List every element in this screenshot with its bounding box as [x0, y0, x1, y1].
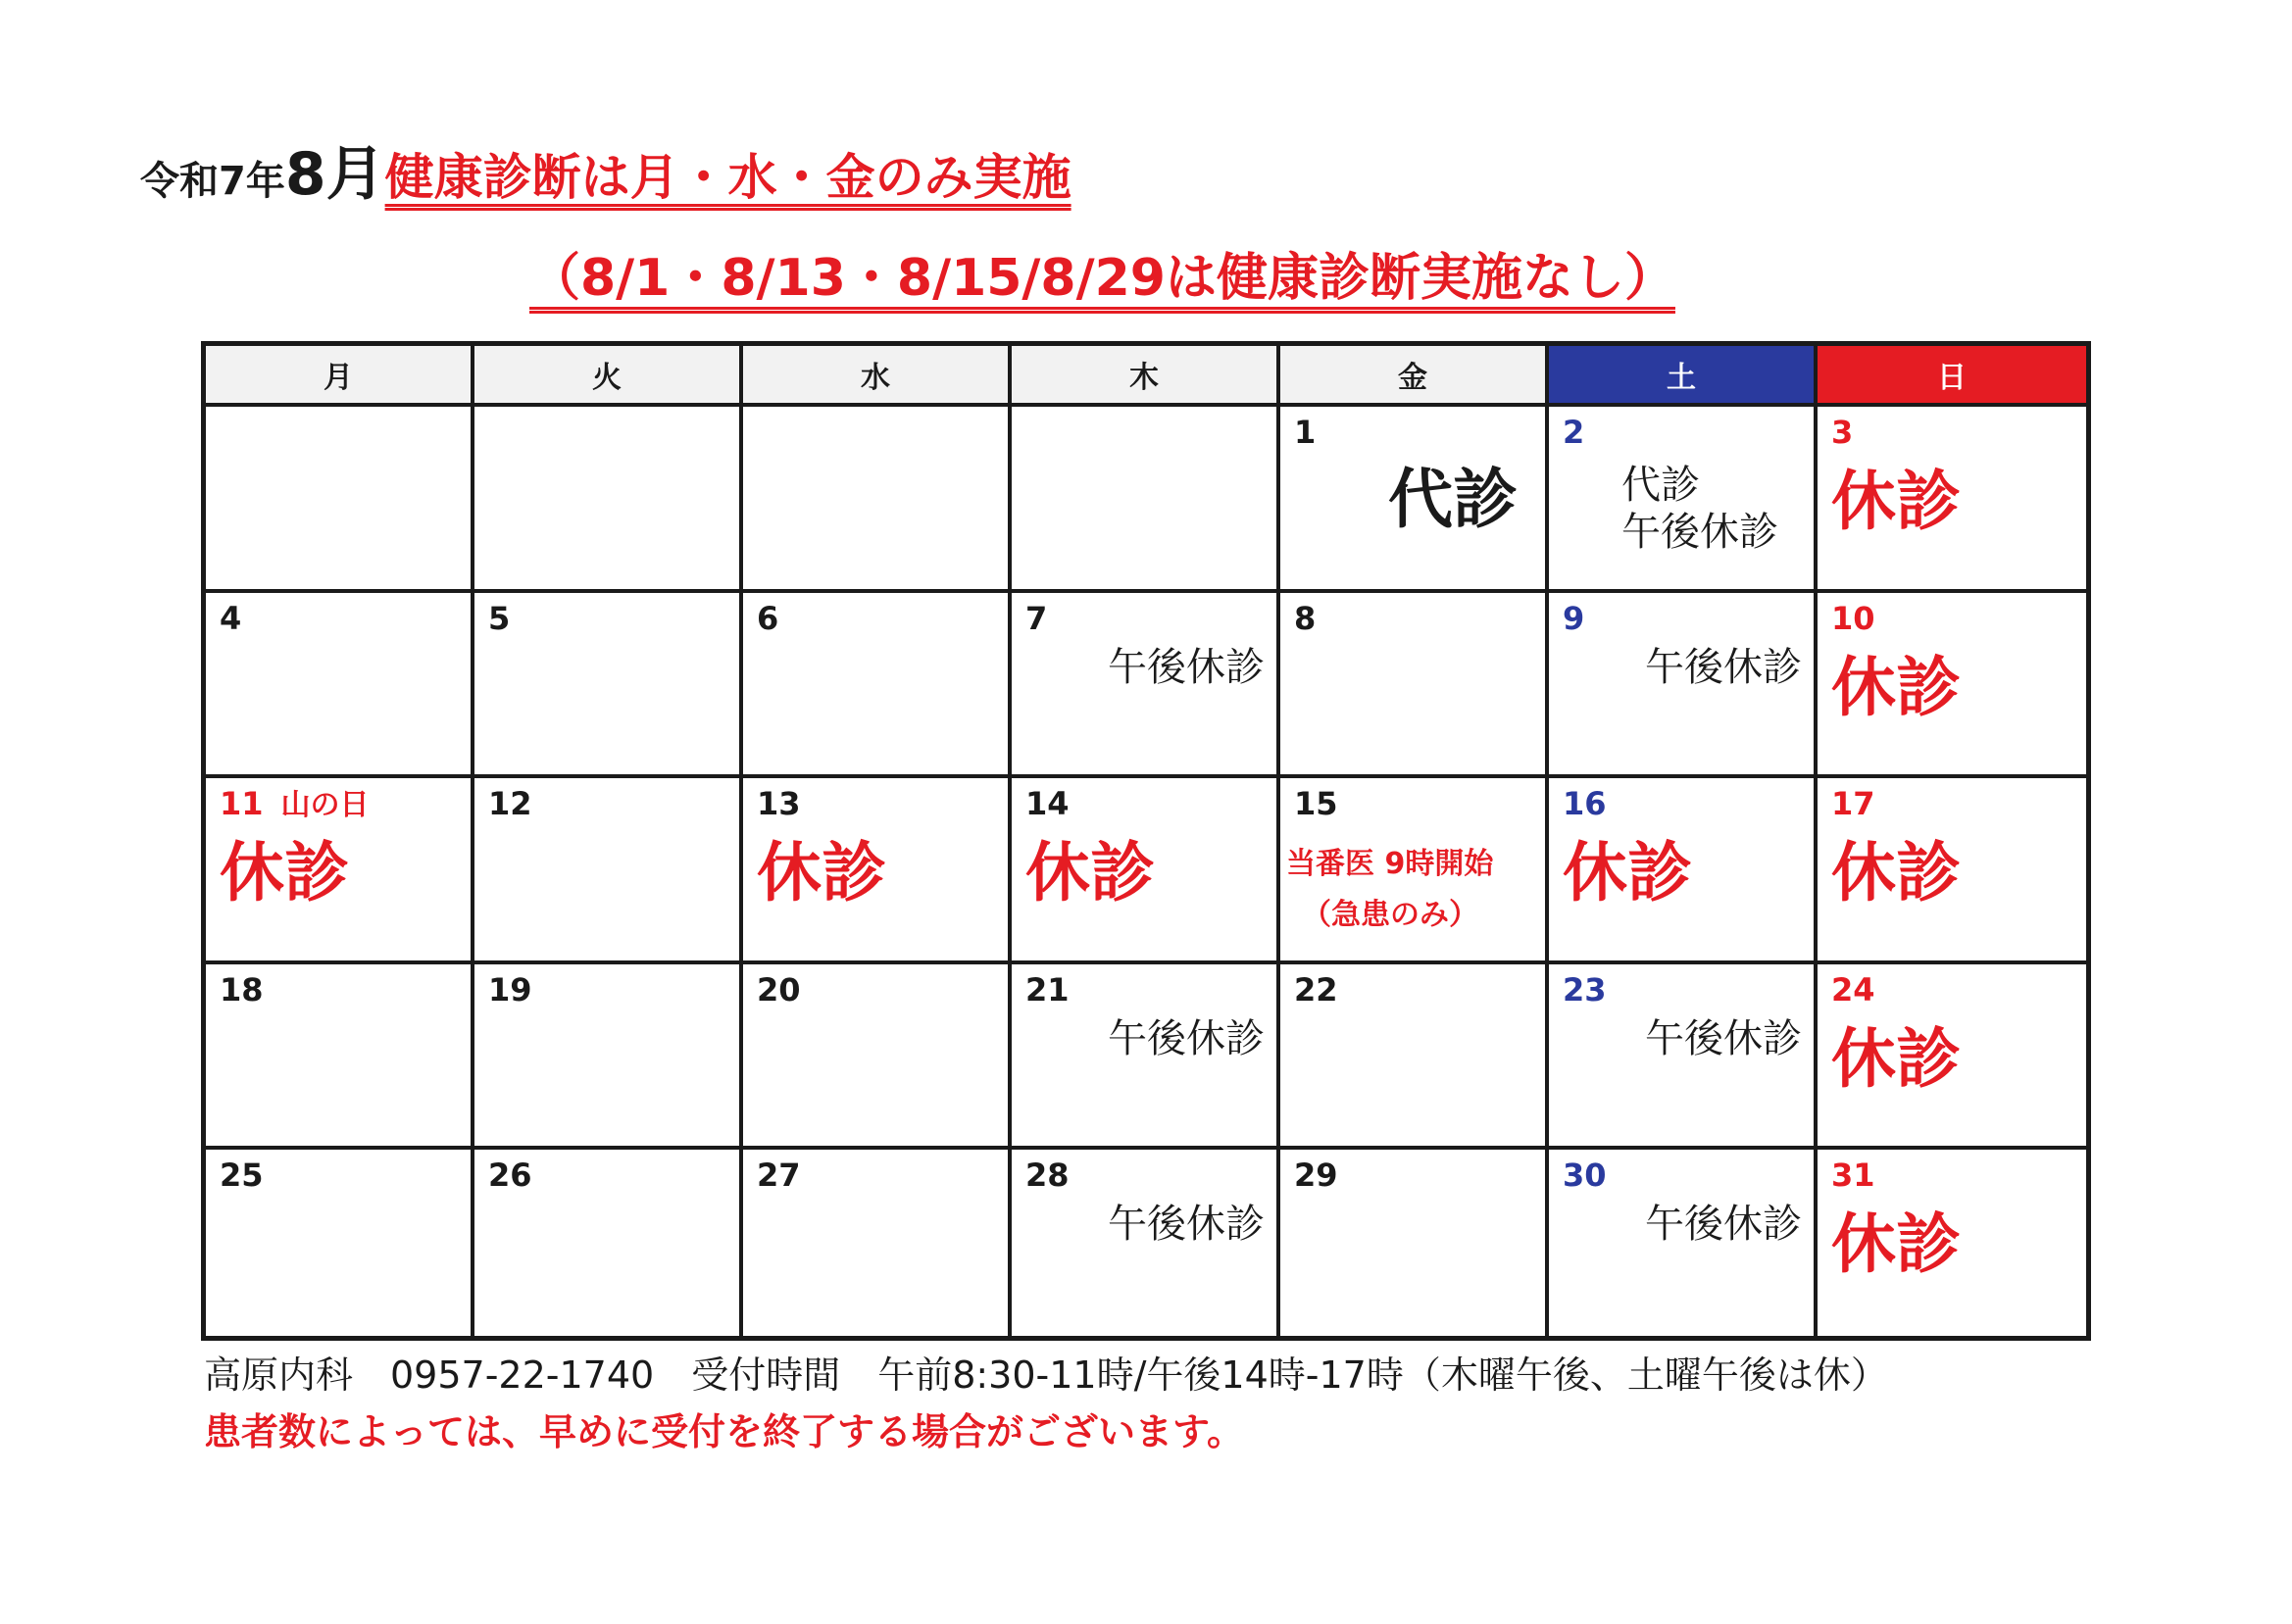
substitute-label: 代診: [1388, 462, 1518, 537]
emergency-only-note: （急患のみ）: [1302, 898, 1478, 933]
day-number: 1: [1294, 414, 1317, 451]
day-number: 23: [1563, 970, 1607, 1009]
weekday-header-mon: 月: [206, 346, 474, 407]
day-cell-13: [743, 778, 1012, 964]
pm-closed-label: 午後休診: [1108, 1015, 1265, 1061]
day-cell-18: [206, 964, 474, 1151]
closed-label: 休診: [1831, 1206, 1961, 1283]
day-number: 3: [1831, 414, 1854, 451]
day-cell-15: [1280, 778, 1549, 964]
day-cell-14: [1012, 778, 1280, 964]
day-number: 28: [1025, 1156, 1070, 1195]
clinic-info: 高原内科 0957-22-1740 受付時間 午前8:30-11時/午後14時-17時（木曜午後、土曜午後は休）: [204, 1353, 1888, 1397]
substitute-label: 代診: [1621, 463, 1700, 508]
early-close-notice: 患者数によっては、早めに受付を終了する場合がございます。: [204, 1410, 1244, 1453]
closed-label: 休診: [1831, 835, 1961, 911]
day-number: 27: [757, 1156, 801, 1195]
pm-closed-label: 午後休診: [1621, 510, 1778, 555]
closed-label: 休診: [1831, 649, 1961, 725]
day-number: 19: [488, 970, 532, 1009]
day-cell-8: [1280, 593, 1549, 779]
day-cell-27: [743, 1150, 1012, 1336]
duty-doctor-note: 当番医 9時開始: [1286, 847, 1494, 882]
day-cell-3: [1818, 407, 2086, 593]
substitute-pm-closed-note: [1621, 462, 1778, 556]
day-number: 24: [1831, 970, 1875, 1009]
day-cell-6: [743, 593, 1012, 779]
weekday-header-sat: 土: [1549, 346, 1818, 407]
day-cell-10: [1818, 593, 2086, 779]
day-cell-22: [1280, 964, 1549, 1151]
empty-day-cell: [474, 407, 743, 593]
day-cell-19: [474, 964, 743, 1151]
weekday-header-tue: 火: [474, 346, 743, 407]
day-number: 12: [488, 785, 532, 823]
day-cell-9: [1549, 593, 1818, 779]
day-number: 13: [757, 785, 801, 823]
closed-label: 休診: [1025, 835, 1155, 911]
empty-day-cell: [1012, 407, 1280, 593]
weekday-header-thu: 木: [1012, 346, 1280, 407]
closed-label: 休診: [1831, 464, 1961, 539]
day-number: 29: [1294, 1156, 1338, 1195]
day-number: 18: [220, 970, 264, 1009]
closed-label: 休診: [220, 835, 349, 911]
checkup-notice: 健康診断は月・水・金のみ実施: [384, 149, 1071, 206]
day-number: 5: [488, 599, 511, 637]
day-cell-4: [206, 593, 474, 779]
day-number: 31: [1831, 1156, 1875, 1195]
weekday-header-sun: 日: [1818, 346, 2086, 407]
day-number: 9: [1563, 599, 1585, 637]
day-cell-5: [474, 593, 743, 779]
weekday-header-fri: 金: [1280, 346, 1549, 407]
pm-closed-label: 午後休診: [1645, 1202, 1802, 1248]
day-cell-7: [1012, 593, 1280, 779]
day-number: 14: [1025, 785, 1070, 823]
day-number: 8: [1294, 599, 1317, 637]
day-cell-11: [206, 778, 474, 964]
day-cell-23: [1549, 964, 1818, 1151]
checkup-exceptions: （8/1・8/13・8/15/8/29は健康診断実施なし）: [529, 249, 1675, 308]
pm-closed-label: 午後休診: [1645, 644, 1802, 690]
day-number-with-holiday: [220, 785, 370, 823]
day-cell-17: [1818, 778, 2086, 964]
day-number: 7: [1025, 599, 1048, 637]
day-number: 30: [1563, 1156, 1607, 1195]
closed-label: 休診: [1563, 835, 1692, 911]
closed-label: 休診: [1831, 1020, 1961, 1097]
calendar-grid: [201, 341, 2091, 1341]
pm-closed-label: 午後休診: [1645, 1015, 1802, 1061]
day-number: 22: [1294, 970, 1338, 1009]
day-cell-28: [1012, 1150, 1280, 1336]
empty-day-cell: [743, 407, 1012, 593]
pm-closed-label: 午後休診: [1108, 1202, 1265, 1248]
day-number: 4: [220, 599, 242, 637]
day-cell-20: [743, 964, 1012, 1151]
pm-closed-label: 午後休診: [1108, 644, 1265, 690]
day-cell-16: [1549, 778, 1818, 964]
day-cell-21: [1012, 964, 1280, 1151]
day-cell-25: [206, 1150, 474, 1336]
holiday-name: 山の日: [280, 788, 370, 823]
day-number: 10: [1831, 599, 1875, 637]
weekday-header-wed: 水: [743, 346, 1012, 407]
day-cell-29: [1280, 1150, 1549, 1336]
day-number: 20: [757, 970, 801, 1009]
day-number: 11: [220, 785, 264, 823]
day-cell-30: [1549, 1150, 1818, 1336]
day-cell-31: [1818, 1150, 2086, 1336]
empty-day-cell: [206, 407, 474, 593]
day-cell-24: [1818, 964, 2086, 1151]
day-number: 16: [1563, 785, 1607, 823]
day-number: 2: [1563, 414, 1585, 451]
day-number: 21: [1025, 970, 1070, 1009]
day-number: 15: [1294, 785, 1338, 823]
day-cell-1: [1280, 407, 1549, 593]
day-cell-12: [474, 778, 743, 964]
title-era: 令和7年: [140, 159, 285, 204]
day-cell-26: [474, 1150, 743, 1336]
closed-label: 休診: [757, 835, 886, 911]
title-month: 8月: [284, 140, 385, 209]
day-number: 26: [488, 1156, 532, 1195]
day-number: 25: [220, 1156, 264, 1195]
day-cell-2: [1549, 407, 1818, 593]
day-number: 6: [757, 599, 779, 637]
calendar-title: [140, 140, 1071, 209]
day-number: 17: [1831, 785, 1875, 823]
